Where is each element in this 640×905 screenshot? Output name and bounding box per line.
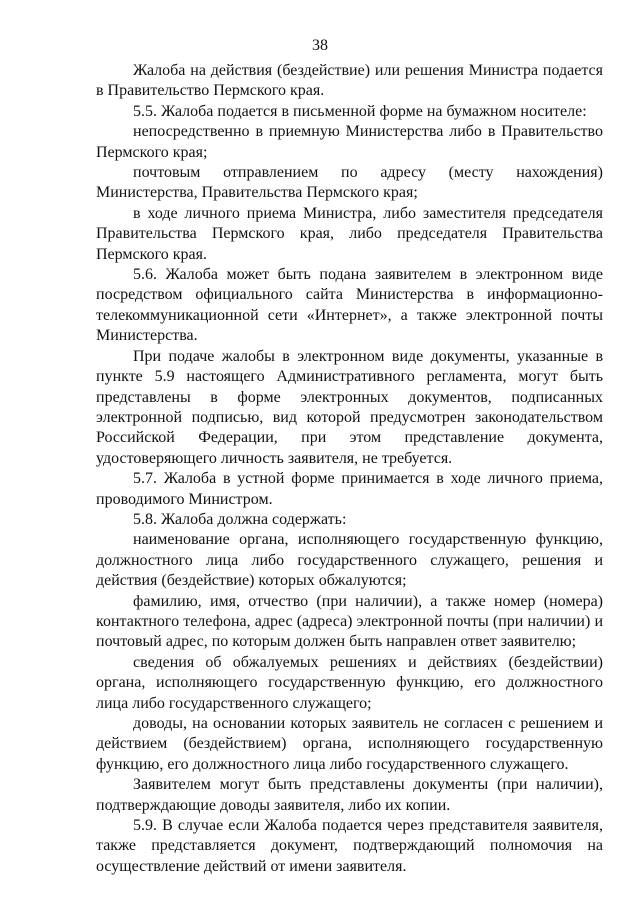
page-number: 38 [312,37,328,54]
paragraph-applicant-contacts: фамилию, имя, отчество (при наличии), а также номер (номера) контактного телефона, адрес (адреса) электронной почты (при наличии) и почтовый адрес, по которым должен быть направлен ответ заявителю; [96,592,603,651]
paragraph-5-5: 5.5. Жалоба подается в письменной форме на бумажном носителе: [133,102,587,120]
paragraph-body-name: наименование органа, исполняющего государственную функцию, должностного лица либо государственного служащего, решения и действия (бездействие) которых обжалуются; [96,531,603,590]
paragraph-supporting-documents: Заявителем могут быть представлены документы (при наличии), подтверждающие доводы заявителя, либо их копии. [96,776,603,814]
paragraph-electronic-documents: При подаче жалобы в электронном виде документы, указанные в пункте 5.9 настоящего Административного регламента, могут быть представлены в форме электронных документов, подписанных электронной подписью, вид которой предусмотрен законодательством Российской Федерации, при этом представление документа, удостоверяющего личность заявителя, не требуется. [96,347,603,467]
paragraph-personal-reception: в ходе личного приема Министра, либо заместителя председателя Правительства Пермского края, либо председателя Правительства Пермского края. [96,204,603,263]
paragraph-5-6: 5.6. Жалоба может быть подана заявителем в электронном виде посредством официального сайта Министерства в информационно-телекоммуникационной сети «Интернет», а также электронной почты Министерства. [96,266,603,345]
paragraph-reception: непосредственно в приемную Министерства либо в Правительство Пермского края; [96,123,603,161]
paragraph-5-8: 5.8. Жалоба должна содержать: [133,510,347,528]
document-body [96,61,603,877]
paragraph-postal: почтовым отправлением по адресу (месту нахождения) Министерства, Правительства Пермского края; [96,164,603,202]
paragraph-5-9: 5.9. В случае если Жалоба подается через представителя заявителя, также представляется документ, подтверждающий полномочия на осуществление действий от имени заявителя. [96,817,603,875]
paragraph-complaint-minister: Жалоба на действия (бездействие) или решения Министра подается в Правительство Пермского края. [96,62,603,100]
paragraph-arguments: доводы, на основании которых заявитель не согласен с решением и действием (бездействием) органа, исполняющего государственную функцию, его должностного лица либо государственного служащего. [96,715,603,773]
paragraph-appealed-decisions: сведения об обжалуемых решениях и действиях (бездействии) органа, исполняющего государственную функцию, его должностного лица либо государственного служащего; [96,653,603,712]
paragraph-5-7: 5.7. Жалоба в устной форме принимается в ходе личного приема, проводимого Министром. [96,470,603,508]
